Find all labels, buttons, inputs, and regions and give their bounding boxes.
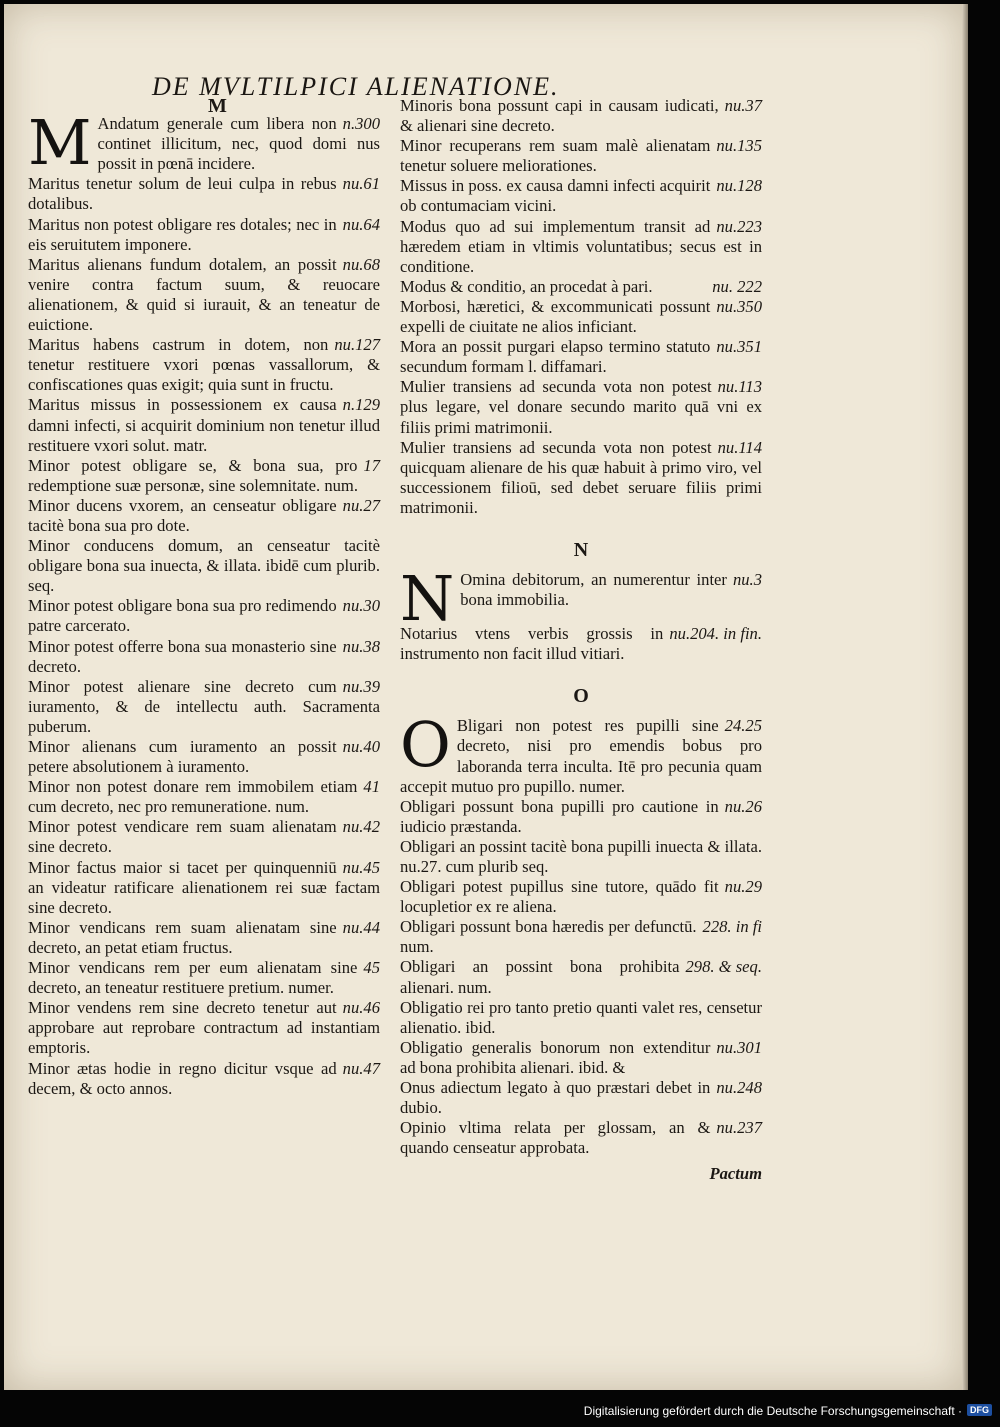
entry-ref: nu.46: [342, 998, 380, 1018]
index-entry: [400, 96, 762, 136]
entry-text: Minor potest alienare sine decreto cum iuramento, & de intellectu auth. Sacramenta puberum.: [28, 676, 380, 736]
entry-text: Minor recuperans rem suam malè alienatam tenetur soluere meliorationes.: [400, 136, 711, 176]
index-entry: [400, 837, 762, 877]
index-entry: [28, 215, 380, 255]
index-entry: [400, 1118, 762, 1158]
entry-text: Minor potest offerre bona sua monasterio sine decreto.: [28, 636, 337, 676]
index-entry: [28, 255, 380, 335]
index-entry: [28, 958, 380, 998]
entry-text: Minor non potest donare rem immobilem etiam cum decreto, nec pro remuneratione. num.: [28, 777, 358, 817]
entry-text: Obligatio generalis bonorum non extenditur ad bona prohibita alienari. ibid. &: [400, 1037, 711, 1077]
entry-text: Minor alienans cum iuramento an possit petere absolutionem à iuramento.: [28, 737, 337, 777]
entry-text: Modus quo ad sui implementum transit ad hæredem etiam in vltimis voluntatibus; secus est in conditione.: [400, 216, 762, 276]
index-entry: [400, 917, 762, 957]
index-entry: [400, 377, 762, 437]
entry-ref: nu.40: [342, 737, 380, 756]
entry-ref: nu.29: [724, 877, 762, 897]
entry-text: Minor ætas hodie in regno dicitur vsque ad decem, & octo annos.: [28, 1058, 337, 1098]
index-entry: [28, 817, 380, 857]
entry-ref: nu.351: [716, 337, 762, 357]
entry-text: Obligari an possint bona prohibita alienari. num.: [400, 957, 680, 997]
index-entry: [400, 998, 762, 1038]
index-entry: [400, 176, 762, 216]
entry-text: Obligari possunt bona pupilli pro cautione in iudicio præstanda.: [400, 796, 719, 836]
index-entry: [400, 957, 762, 997]
entry-ref: nu.223: [716, 216, 762, 236]
entry-ref: nu.114: [717, 437, 762, 457]
entry-text: Minor ducens vxorem, an censeatur obligare tacitè bona sua pro dote.: [28, 495, 337, 535]
entry-text: Minor potest obligare se, & bona sua, pro redemptione suæ personæ, sine solemnitate. num.: [28, 455, 358, 495]
entry-text: Morbosi, hæretici, & excommunicati possunt expelli de ciuitate ne alios inficiant.: [400, 296, 711, 337]
entry-text: Mora an possit purgari elapso termino statuto secundum formam l. diffamari.: [400, 337, 711, 377]
index-entry: [400, 570, 762, 624]
entry-text: Omina debitorum, an numerentur inter bona immobilia.: [460, 570, 727, 610]
entry-text: Obligari an possint tacitè bona pupilli inuecta & illata. nu.27. cum plurib seq.: [400, 836, 762, 876]
entry-text: Onus adiectum legato à quo præstari debet in dubio.: [400, 1078, 711, 1118]
entry-text: Minor potest vendicare rem suam alienatam sine decreto.: [28, 817, 337, 857]
entry-ref: nu.135: [716, 136, 762, 156]
entry-ref: 17: [363, 455, 380, 475]
entry-text: Minor vendens rem sine decreto tenetur aut approbare aut reprobare contractum ad instantiam emptoris.: [28, 998, 380, 1058]
page-edge: [962, 4, 968, 1390]
index-entry: [28, 858, 380, 918]
index-entry: [400, 438, 762, 518]
entry-ref: nu.204. in fin.: [669, 624, 762, 644]
dfg-logo: DFG: [967, 1404, 992, 1416]
index-entry: [400, 1038, 762, 1078]
entry-ref: 41: [363, 777, 380, 797]
entry-ref: nu.127: [334, 335, 380, 355]
entry-ref: nu.44: [342, 917, 380, 937]
index-entry: [28, 596, 380, 636]
entry-text: Minor vendicans rem per eum alienatam sine decreto, an teneatur restituere pretium. numer.: [28, 958, 358, 998]
left-column: [28, 96, 380, 1099]
index-entry: [28, 918, 380, 958]
entry-text: Bligari non potest res pupilli sine decreto, nisi pro emendis bobus pro laboranda terra inculta. Itē pro pecunia quam accepit mutuo pro pupillo. numer.: [400, 716, 762, 796]
book-page: [4, 4, 964, 1390]
footer-credit: Digitalisierung gefördert durch die Deutsche Forschungsgemeinschaft ·: [583, 1404, 962, 1418]
entry-text: Notarius vtens verbis grossis in instrumento non facit illud vitiari.: [400, 624, 664, 664]
entry-ref: nu.301: [716, 1037, 762, 1057]
entry-ref: nu.64: [342, 214, 380, 234]
index-entry: [28, 1059, 380, 1099]
entry-text: Maritus tenetur solum de leui culpa in rebus dotalibus.: [28, 174, 337, 214]
right-entry-list-m: [400, 96, 762, 518]
entry-text: Obligari possunt bona hæredis per defunctū. num.: [400, 917, 697, 957]
dropcap-n: N: [400, 570, 455, 625]
entry-text: Mulier transiens ad secunda vota non potest plus legare, vel donare secundo marito quā vni ex filiis primi matrimonii.: [400, 377, 762, 437]
entry-ref: nu.30: [342, 596, 380, 616]
entry-ref: nu.61: [342, 174, 380, 194]
entry-ref: nu.45: [342, 857, 380, 877]
index-entry: [400, 624, 762, 664]
entry-ref: 45: [363, 958, 380, 978]
index-entry: [400, 716, 762, 796]
index-entry: [28, 536, 380, 596]
running-head: DE MVLTILPICI ALIENATIONE.: [152, 72, 560, 101]
index-entry: [28, 395, 380, 455]
index-entry: [400, 277, 762, 297]
entry-text: Minor conducens domum, an censeatur tacitè obligare bona sua inuecta, & illata. ibidē cum plurib. seq.: [28, 536, 380, 596]
index-entry: [28, 335, 380, 395]
entry-text: Maritus missus in possessionem ex causa damni infecti, si acquirit dominium non tenetur illud restituere vxori solut. matr.: [28, 395, 380, 455]
index-entry: [28, 677, 380, 737]
index-entry: [28, 456, 380, 496]
entry-ref: nu.128: [716, 176, 762, 196]
index-entry: [28, 496, 380, 536]
index-entry: [400, 136, 762, 176]
section-letter-n: N: [573, 538, 589, 561]
right-entry-list-n: [400, 624, 762, 664]
index-entry: [28, 174, 380, 214]
entry-ref: nu.350: [716, 296, 762, 316]
entry-text: Obligari potest pupillus sine tutore, quādo fit locupletior ex re aliena.: [400, 877, 719, 917]
entry-text: Minor vendicans rem suam alienatam sine decreto, an petat etiam fructus.: [28, 917, 337, 957]
entry-ref: nu.26: [724, 796, 762, 816]
entry-ref: nu.248: [716, 1078, 762, 1098]
entry-ref: nu.68: [342, 254, 380, 274]
index-entry: [28, 637, 380, 677]
entry-text: Opinio vltima relata per glossam, an & quando censeatur approbata.: [400, 1118, 711, 1158]
left-entry-list: [28, 174, 380, 1098]
entry-text: Missus in poss. ex causa damni infecti acquirit ob contumaciam vicini.: [400, 176, 711, 216]
entry-text: Andatum generale cum libera non continet illicitum, nec, quod domi nus possit in pœnā incidere.: [97, 114, 380, 174]
entry-ref: nu.237: [716, 1118, 762, 1138]
entry-ref: 298. & seq.: [685, 957, 762, 977]
right-entry-list-o: [400, 797, 762, 1159]
entry-text: Obligatio rei pro tanto pretio quanti valet res, censetur alienatio. ibid.: [400, 997, 762, 1037]
entry-text: Maritus non potest obligare res dotales; nec in eis seruitutem imponere.: [28, 214, 337, 254]
entry-text: Maritus alienans fundum dotalem, an possit venire contra factum suum, & reuocare alienationem, & quid si iurauit, & an teneatur de euictione.: [28, 254, 380, 335]
index-entry: [400, 337, 762, 377]
index-entry: [400, 297, 762, 337]
entry-ref: nu.42: [342, 817, 380, 837]
entry-text: Minoris bona possunt capi in causam iudicati, & alienari sine decreto.: [400, 96, 719, 136]
entry-text: Mulier transiens ad secunda vota non potest quicquam alienare de his quæ habuit à primo viro, vel successionem filioū, sed debet seruare filiis primi matrimonii.: [400, 437, 762, 517]
index-entry: [400, 797, 762, 837]
entry-text: Minor factus maior si tacet per quinquenniū an videatur ratificare alienationem rei suæ factam sine decreto.: [28, 857, 380, 917]
entry-ref: nu.38: [342, 636, 380, 656]
dropcap-m: M: [28, 114, 92, 175]
index-entry: [400, 217, 762, 277]
entry-ref: nu.113: [717, 377, 762, 397]
index-entry: [28, 998, 380, 1058]
right-column: [400, 96, 762, 1185]
section-letter-m: M: [208, 95, 227, 117]
entry-text: Maritus habens castrum in dotem, non tenetur restituere vxori pœnas vassallorum, & confiscationes quas exigit; quia sunt in fructu.: [28, 335, 380, 395]
entry-ref: n.300: [342, 114, 380, 134]
entry-ref: nu.47: [342, 1058, 380, 1078]
index-entry: [28, 737, 380, 777]
entry-text: Minor potest obligare bona sua pro redimendo patre carcerato.: [28, 596, 337, 636]
index-entry: [400, 1078, 762, 1118]
entry-ref: nu. 222: [712, 276, 762, 296]
entry-ref: nu.39: [342, 676, 380, 696]
catchword: Pactum: [709, 1164, 762, 1184]
index-entry: [28, 114, 380, 174]
entry-ref: nu.3: [732, 570, 762, 590]
section-letter-o: O: [573, 685, 589, 708]
entry-ref: nu.27: [342, 495, 380, 515]
index-entry: [400, 877, 762, 917]
entry-ref: 24.25: [724, 716, 762, 736]
footer-bar: [0, 1396, 1000, 1427]
index-entry: [28, 777, 380, 817]
entry-ref: n.129: [342, 395, 380, 415]
entry-ref: 228. in fi: [702, 917, 762, 937]
dropcap-o: O: [400, 716, 451, 782]
entry-text: Modus & conditio, an procedat à pari.: [400, 276, 653, 296]
entry-ref: nu.37: [724, 96, 762, 115]
